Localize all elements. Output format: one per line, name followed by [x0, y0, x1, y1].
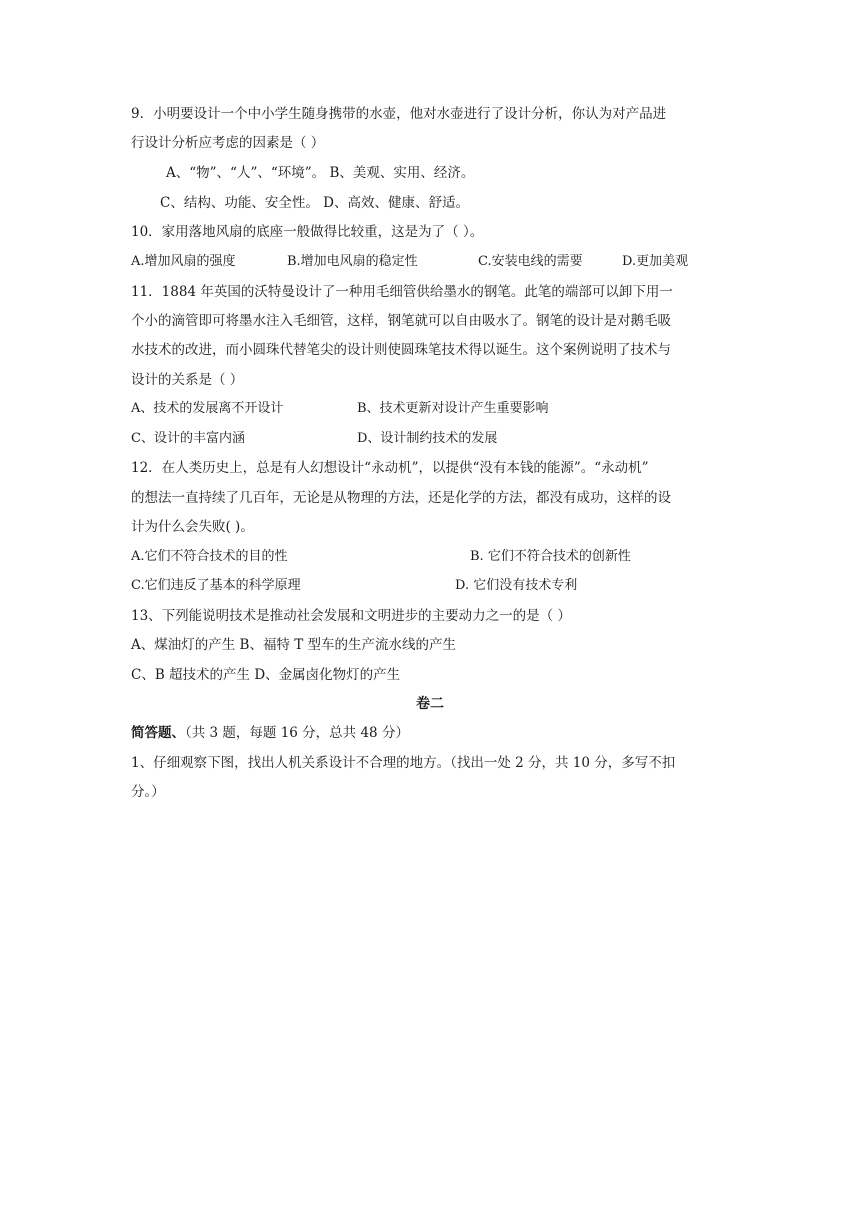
q9-options-ab: A、“物”、“人”、“环境”。 B、美观、实用、经济。: [166, 165, 475, 181]
q12-stem-line-3: 计为什么会失败( )。: [131, 519, 254, 535]
q10-option-c: C.安装电线的需要: [478, 254, 583, 269]
sq1-stem-line-1: 1、仔细观察下图，找出人机关系设计不合理的地方。（找出一处 2 分，共 10 分，多写不扣: [131, 755, 676, 771]
q9-options-cd: C、结构、功能、安全性。 D、高效、健康、舒适。: [160, 195, 469, 211]
q11-option-a: A、技术的发展离不开设计: [131, 401, 284, 416]
q12-stem-line-2: 的想法一直持续了几百年，无论是从物理的方法，还是化学的方法，都没有成功，这样的设: [131, 490, 671, 506]
q10-option-a: A.增加风扇的强度: [131, 254, 236, 269]
q11-option-c: C、设计的丰富内涵: [131, 431, 245, 446]
q12-option-c: C.它们违反了基本的科学原理: [131, 578, 301, 593]
q11-stem-line-1: 11．1884 年英国的沃特曼设计了一种用毛细管供给墨水的钢笔。此笔的端部可以卸下用一: [131, 284, 673, 300]
q11-stem-line-3: 水技术的改进，而小圆珠代替笔尖的设计则使圆珠笔技术得以诞生。这个案例说明了技术与: [131, 342, 671, 358]
q11-stem-line-2: 个小的滴管即可将墨水注入毛细管，这样，钢笔就可以自由吸水了。钢笔的设计是对鹅毛吸: [131, 313, 671, 329]
q10-option-b: B.增加电风扇的稳定性: [287, 254, 418, 269]
q9-stem-line-1: 9．小明要设计一个中小学生随身携带的水壶，他对水壶进行了设计分析，你认为对产品进: [131, 106, 667, 122]
q13-options-ab: A、煤油灯的产生 B、福特 T 型车的生产流水线的产生: [131, 637, 457, 653]
sq1-stem-line-2: 分。）: [131, 784, 165, 800]
q10-option-d: D.更加美观: [622, 254, 689, 269]
q13-stem: 13、下列能说明技术是推动社会发展和文明进步的主要动力之一的是（ ）: [131, 608, 571, 624]
section-heading-detail: （共 3 题，每题 16 分，总共 48 分）: [185, 725, 409, 741]
q11-option-b: B、技术更新对设计产生重要影响: [357, 401, 549, 416]
section-title: 卷二: [416, 696, 444, 712]
section-heading-label: 简答题、: [131, 725, 185, 741]
q12-stem-line-1: 12．在人类历史上，总是有人幻想设计“永动机”，以提供“没有本钱的能源”。“永动机”: [131, 460, 649, 476]
q11-stem-line-4: 设计的关系是（ ）: [131, 372, 244, 388]
q12-option-b: B. 它们不符合技术的创新性: [470, 549, 631, 564]
section-heading: [131, 723, 409, 743]
q13-options-cd: C、B 超技术的产生 D、金属卤化物灯的产生: [131, 667, 401, 683]
q12-option-d: D. 它们没有技术专利: [455, 578, 578, 593]
q9-stem-line-2: 行设计分析应考虑的因素是（ ）: [131, 135, 325, 151]
q12-option-a: A.它们不符合技术的目的性: [131, 549, 288, 564]
q11-option-d: D、设计制约技术的发展: [357, 431, 498, 446]
q10-stem: 10．家用落地风扇的底座一般做得比较重，这是为了（ ）。: [131, 224, 484, 240]
